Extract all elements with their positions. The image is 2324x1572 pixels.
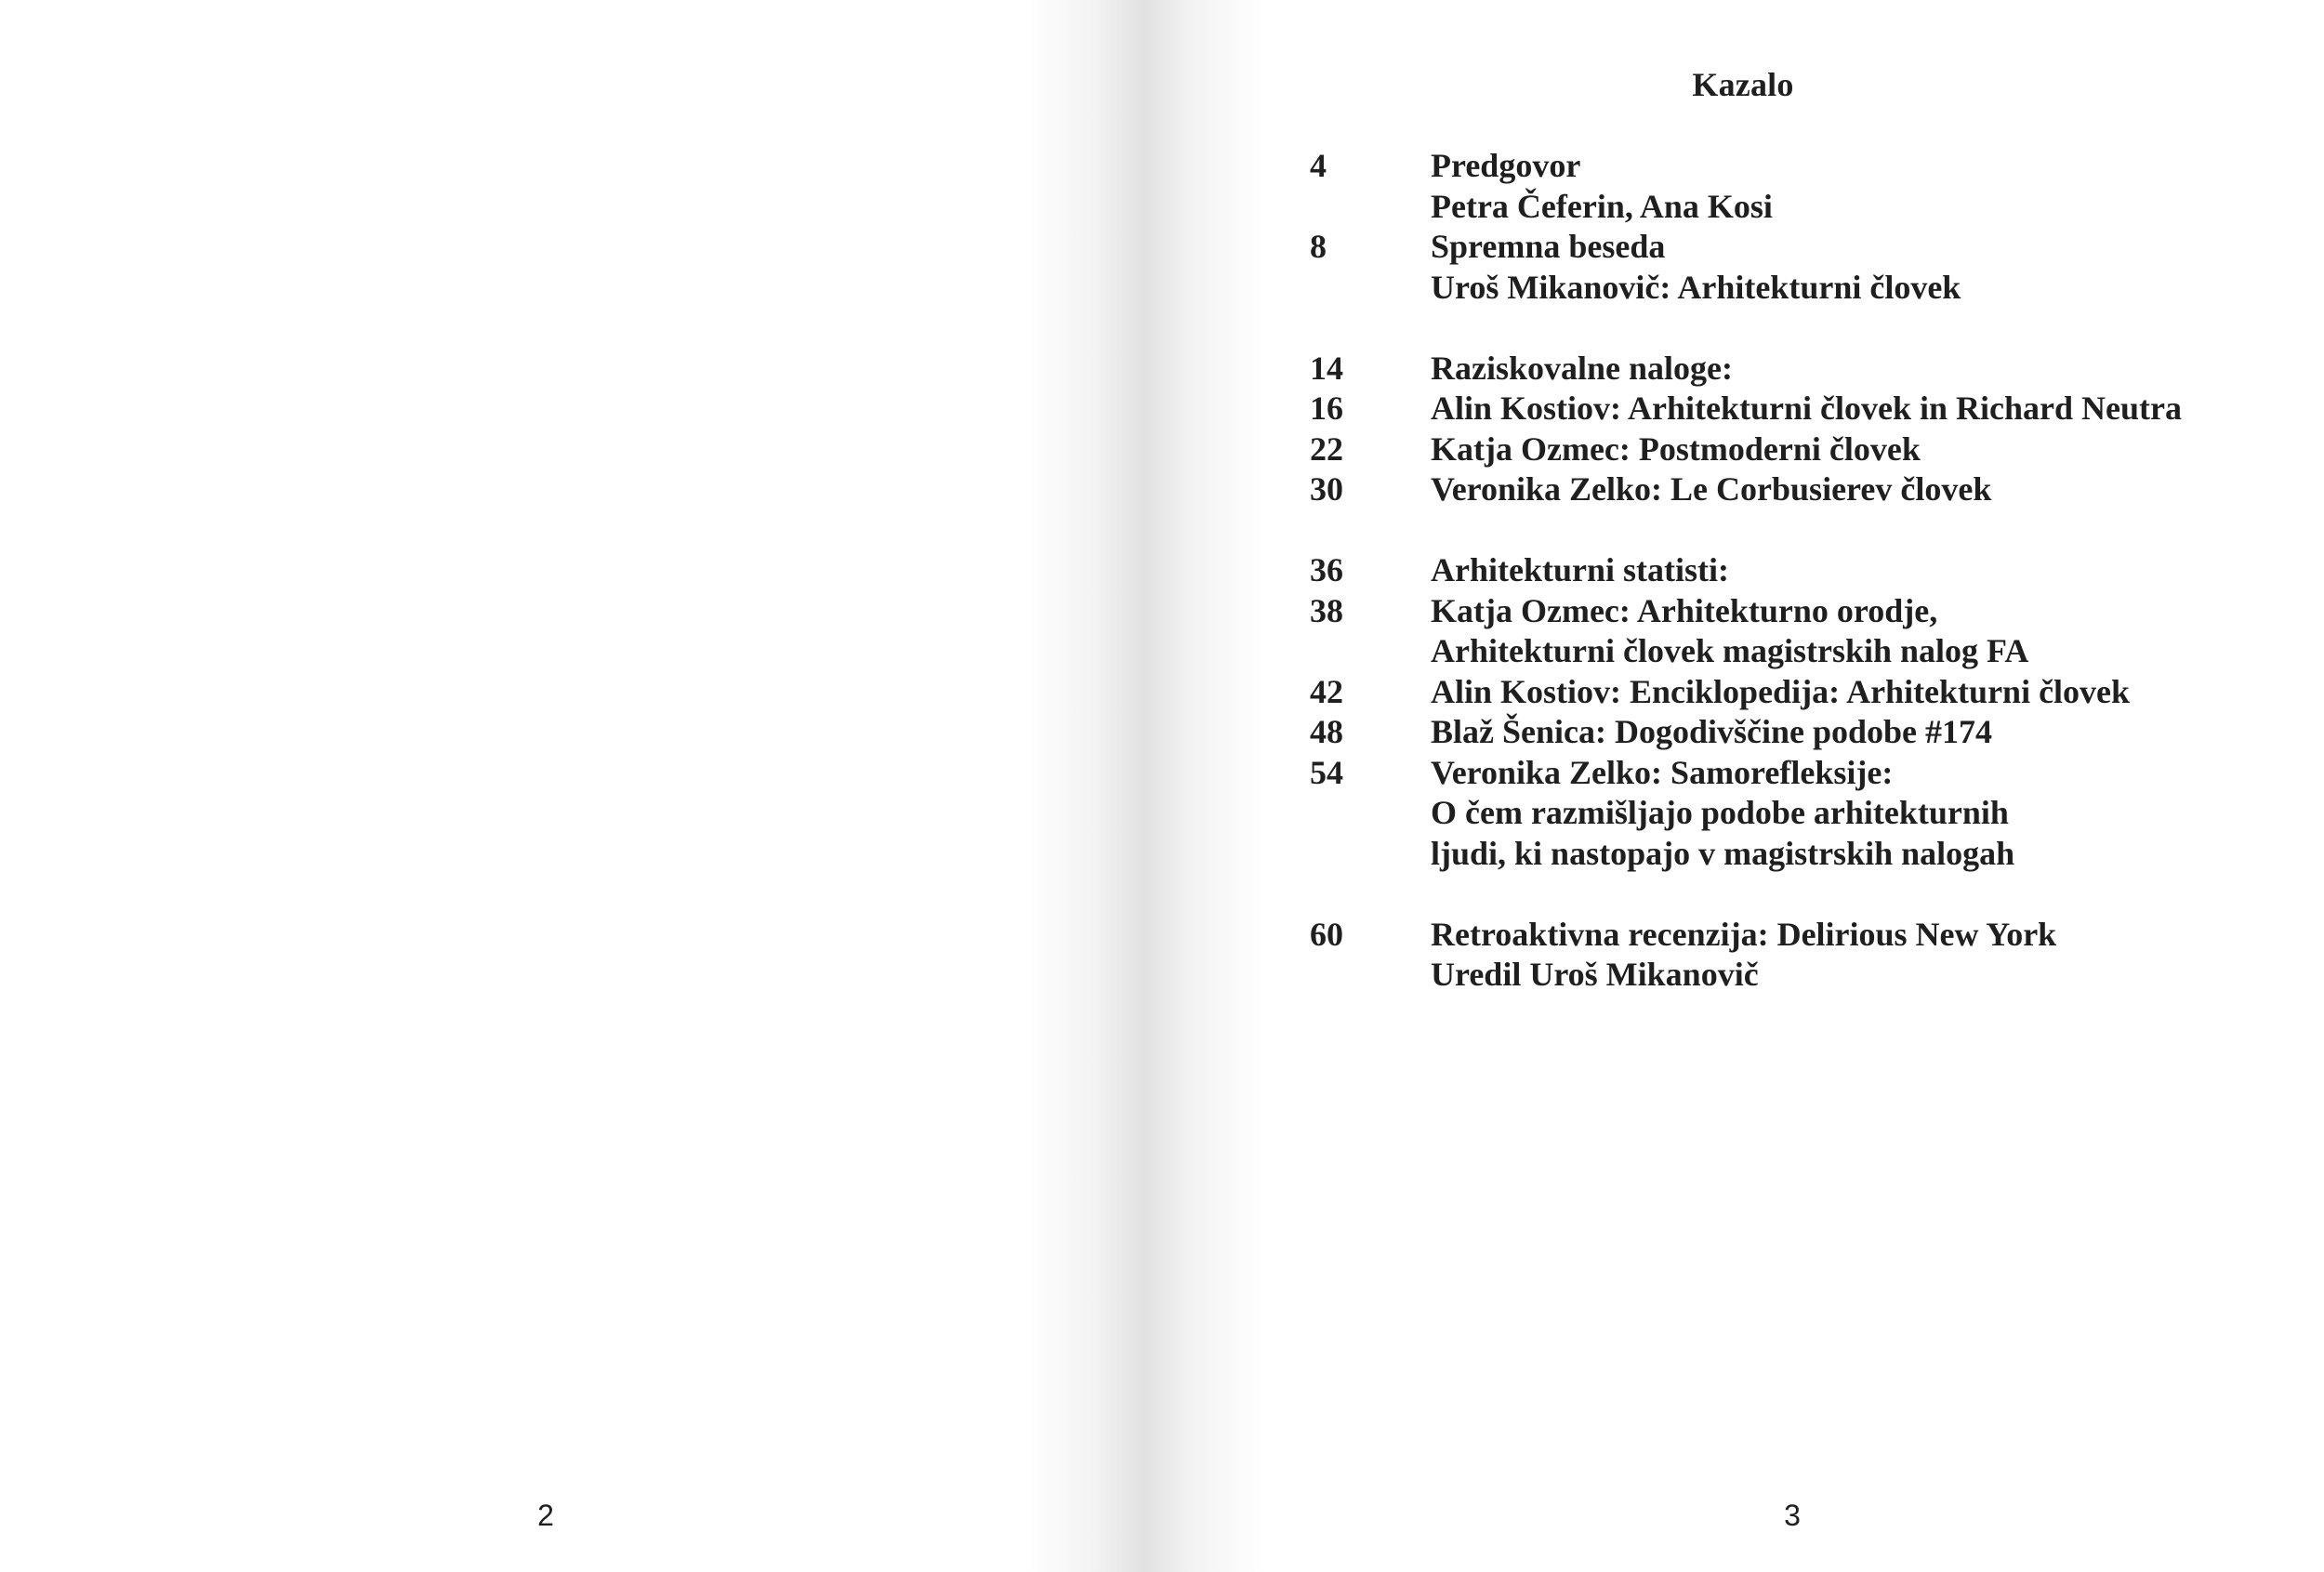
toc-title: Kazalo xyxy=(1692,66,1794,103)
toc-page-number xyxy=(1310,187,1431,228)
toc-page-number xyxy=(1310,631,1431,672)
toc-entry-text: Arhitekturni človek magistrskih nalog FA xyxy=(1431,632,2029,669)
page-number-right: 3 xyxy=(1784,1499,1801,1532)
toc-entry-text: Katja Ozmec: Postmoderni človek xyxy=(1431,429,1921,468)
toc-entry xyxy=(1310,389,2182,429)
toc-entry-text: Alin Kostiov: Arhitekturni človek in Richard Neutra xyxy=(1431,390,2182,427)
toc-page-number: 30 xyxy=(1310,470,1343,508)
right-page xyxy=(1162,0,2324,1572)
toc-entry xyxy=(1310,955,2182,996)
toc-page-number: 48 xyxy=(1310,713,1343,750)
toc-page-number: 4 xyxy=(1310,147,1327,184)
toc-page-number: 8 xyxy=(1310,228,1327,265)
toc-page-number: 36 xyxy=(1310,551,1343,588)
toc-entry xyxy=(1310,672,2182,713)
toc-page-number: 54 xyxy=(1310,753,1343,791)
toc-entry-text: Retroaktivna recenzija: Delirious New York xyxy=(1431,915,2057,953)
toc-page-number: 14 xyxy=(1310,349,1343,387)
toc-entry-text: Uredil Uroš Mikanovič xyxy=(1431,956,1759,993)
toc-entry xyxy=(1310,591,2182,632)
toc-entry xyxy=(1310,915,2182,956)
toc-page-number: 42 xyxy=(1310,672,1343,710)
page-number-left: 2 xyxy=(537,1499,554,1532)
toc-entry-text: Veronika Zelko: Le Corbusierev človek xyxy=(1431,470,1992,508)
toc-page-number xyxy=(1310,793,1431,834)
toc-entry xyxy=(1310,349,2182,390)
toc-entry-text: Blaž Šenica: Dogodivščine podobe #174 xyxy=(1431,713,1993,750)
toc-entry-text: Veronika Zelko: Samorefleksije: xyxy=(1431,753,1894,791)
toc-entry-text: ljudi, ki nastopajo v magistrskih nalogah xyxy=(1431,834,2015,872)
toc-page-number: 60 xyxy=(1310,915,1343,953)
table-of-contents xyxy=(1310,146,2182,996)
toc-page-number: 16 xyxy=(1310,390,1343,427)
toc-entry xyxy=(1310,146,2182,187)
toc-page-number: 22 xyxy=(1310,429,1343,468)
toc-entry xyxy=(1310,712,2182,753)
toc-entry-text: Petra Čeferin, Ana Kosi xyxy=(1431,187,1773,225)
toc-entry xyxy=(1310,631,2182,672)
toc-entry xyxy=(1310,793,2182,834)
toc-entry xyxy=(1310,227,2182,268)
toc-entry xyxy=(1310,469,2182,510)
toc-spacer xyxy=(1310,510,2182,551)
toc-entry xyxy=(1310,834,2182,875)
toc-entry xyxy=(1310,753,2182,794)
toc-page-number xyxy=(1310,955,1431,996)
toc-entry-text: Alin Kostiov: Enciklopedija: Arhitekturni človek xyxy=(1431,672,2131,710)
toc-entry xyxy=(1310,268,2182,309)
toc-entry-text: Arhitekturni statisti: xyxy=(1431,551,1729,588)
toc-entry-text: Predgovor xyxy=(1431,147,1581,184)
toc-entry-text: O čem razmišljajo podobe arhitekturnih xyxy=(1431,794,2009,831)
toc-entry-text: Uroš Mikanovič: Arhitekturni človek xyxy=(1431,268,1961,306)
toc-entry xyxy=(1310,550,2182,591)
toc-page-number xyxy=(1310,268,1431,309)
toc-entry xyxy=(1310,187,2182,228)
toc-entry-text: Katja Ozmec: Arhitekturno orodje, xyxy=(1431,591,1938,629)
toc-spacer xyxy=(1310,308,2182,349)
toc-entry xyxy=(1310,429,2182,470)
toc-spacer xyxy=(1310,874,2182,915)
toc-page-number: 38 xyxy=(1310,591,1343,629)
toc-page-number xyxy=(1310,834,1431,875)
toc-entry-text: Spremna beseda xyxy=(1431,228,1666,265)
toc-entry-text: Raziskovalne naloge: xyxy=(1431,349,1734,387)
